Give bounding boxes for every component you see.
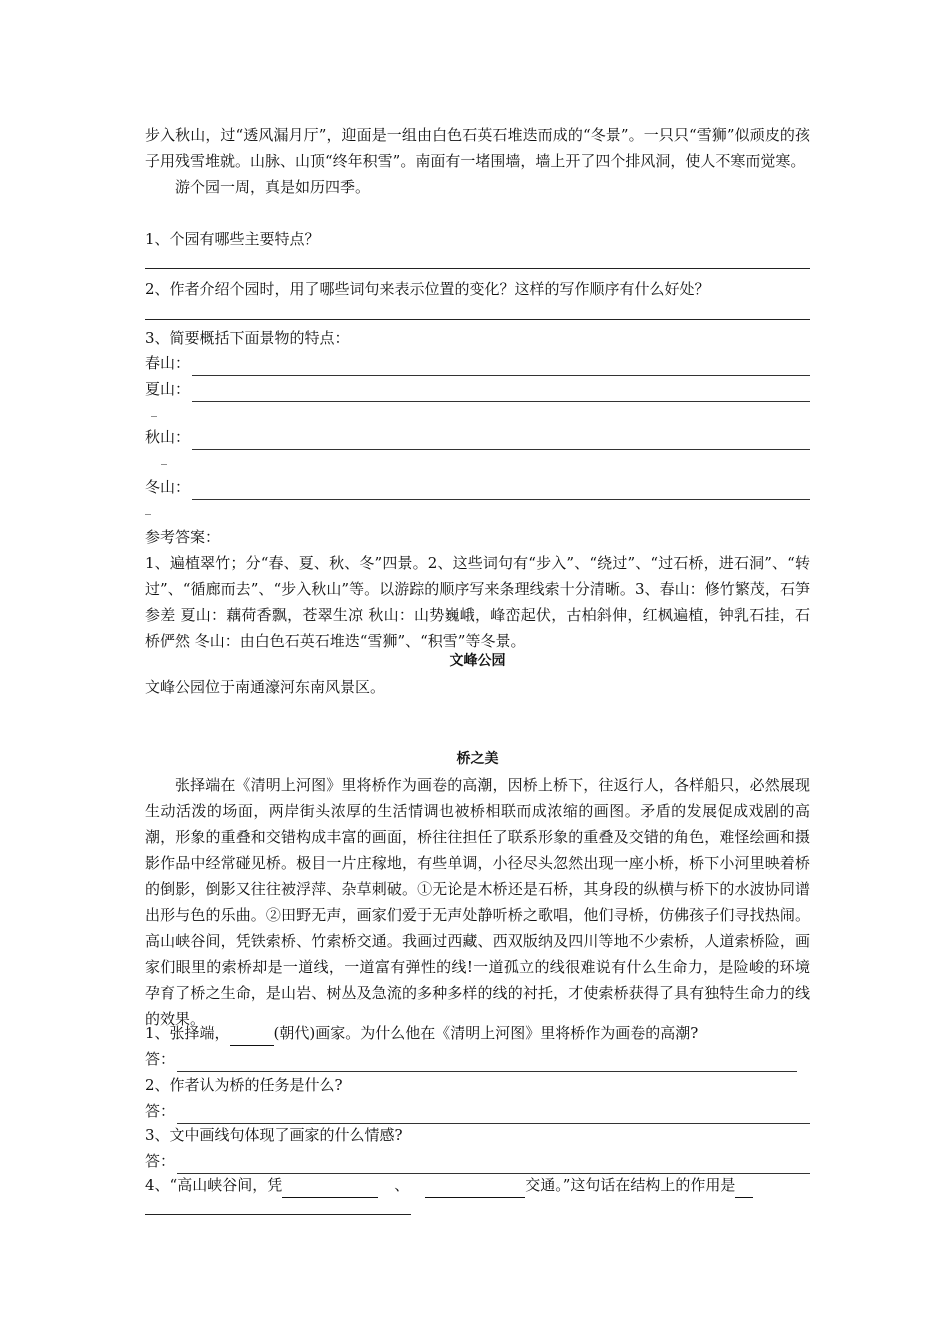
autumn-row <box>145 424 810 466</box>
bridge-question-4 <box>145 1172 810 1198</box>
passage-1-para-1: 步入秋山，过“透风漏月厅”，迎面是一组由白色石英石堆迭而成的“冬景”。一只只“雪狮”似顽皮的孩子用残雪堆就。山脉、山顶“终年积雪”。南面有一堵围墙，墙上开了四个排风洞，使人不寒而觉寒。 <box>145 126 810 170</box>
answer-label: 答： <box>145 1102 176 1120</box>
reference-answers <box>145 524 810 654</box>
spring-label: 春山： <box>145 354 191 372</box>
passage-1 <box>145 122 810 200</box>
bq1-answer-line[interactable] <box>177 1055 797 1072</box>
answer-line[interactable] <box>145 267 810 269</box>
summer-answer-line[interactable] <box>192 385 810 402</box>
question-3 <box>145 325 810 351</box>
bq4-answer-line[interactable] <box>145 1213 411 1215</box>
bq1-prefix: 1、张择端， <box>145 1024 230 1042</box>
question-1-text: 1、个园有哪些主要特点？ <box>145 230 320 248</box>
autumn-dash: _ <box>161 451 167 465</box>
question-2 <box>145 276 810 302</box>
summer-row <box>145 376 810 418</box>
summer-label: 夏山： <box>145 380 191 398</box>
spring-row <box>145 350 810 376</box>
answers-heading: 参考答案： <box>145 528 221 546</box>
bq4-blank-3[interactable] <box>735 1181 753 1198</box>
answers-text: 1、遍植翠竹；分“春、夏、秋、冬”四景。2、这些词句有“步入”、“绕过”、“过石桥，进石洞”、“转过”、“循廊而去”、“步入秋山”等。以游踪的顺序写来条理线索十分清晰。3、春山：修竹繁茂，石笋参差 夏山：藕荷香飘，苍翠生凉 秋山：山势巍峨，峰峦起伏，古柏斜伸，红枫遍植，钟乳石挂，石桥俨然 冬山：由白色石英石堆迭“雪狮”、“积雪”等冬景。 <box>145 554 810 650</box>
dynasty-blank[interactable] <box>230 1029 274 1046</box>
bq1-suffix: (朝代)画家。为什么他在《清明上河图》里将桥作为画卷的高潮? <box>273 1024 699 1042</box>
bridge-title: 桥之美 <box>456 751 499 767</box>
bq4-separator: 、 <box>394 1176 410 1194</box>
winter-label: 冬山： <box>145 478 191 496</box>
winter-answer-line[interactable] <box>192 483 810 500</box>
bridge-paragraph: 张择端在《清明上河图》里将桥作为画卷的高潮，因桥上桥下，往返行人，各样船只，必然展现生动活泼的场面，两岸街头浓厚的生活情调也被桥相联而成浓缩的画图。矛盾的发展促成戏剧的高潮，形象的重叠和交错构成丰富的画面，桥往往担任了联系形象的重叠及交错的角色，难怪绘画和摄影作品中经常碰见桥。极目一片庄稼地，有些单调，小径尽头忽然出现一座小桥，桥下小河里映着桥的倒影，倒影又往往被浮萍、杂草刺破。①无论是木桥还是石桥，其身段的纵横与桥下的水波协同谱出形与色的乐曲。②田野无声，画家们爱于无声处静听桥之歌唱，他们寻桥，仿佛孩子们寻找热闹。高山峡谷间，凭铁索桥、竹索桥交通。我画过西藏、西双版纳及四川等地不少索桥，人道索桥险，画家们眼里的索桥却是一道线，一道富有弹性的线!一道孤立的线很难说有什么生命力，是险峻的环境孕育了桥之生命，是山岩、树丛及急流的多种多样的线的衬托，才使索桥获得了具有独特生命力的线的效果。 <box>145 776 810 1028</box>
bq4-suffix: 交通。”这句话在结构上的作用是 <box>525 1176 736 1194</box>
summer-dash: _ <box>151 403 157 417</box>
answer-line[interactable] <box>145 318 810 320</box>
wenfeng-title: 文峰公园 <box>449 653 506 669</box>
bq4-prefix: 4、“高山峡谷间，凭 <box>145 1176 283 1194</box>
bq2-text: 2、作者认为桥的任务是什么? <box>145 1076 343 1094</box>
autumn-label: 秋山： <box>145 428 191 446</box>
bq4-blank-2[interactable] <box>425 1181 525 1198</box>
winter-row <box>145 474 810 516</box>
bridge-question-2 <box>145 1072 810 1124</box>
bq3-text: 3、文中画线句体现了画家的什么情感? <box>145 1126 403 1144</box>
bq4-blank-1[interactable] <box>282 1181 378 1198</box>
answer-label: 答： <box>145 1152 176 1170</box>
question-3-text: 3、简要概括下面景物的特点： <box>145 329 350 347</box>
question-2-text: 2、作者介绍个园时，用了哪些词句来表示位置的变化？这样的写作顺序有什么好处？ <box>145 280 710 298</box>
question-1 <box>145 226 810 252</box>
wenfeng-section <box>145 648 810 700</box>
passage-1-para-2: 游个园一周，真是如历四季。 <box>175 178 371 196</box>
spring-answer-line[interactable] <box>192 359 810 376</box>
answer-label: 答： <box>145 1050 176 1068</box>
autumn-answer-line[interactable] <box>192 433 810 450</box>
bridge-question-1 <box>145 1020 810 1072</box>
wenfeng-text: 文峰公园位于南通濠河东南风景区。 <box>145 678 386 696</box>
winter-dash: _ <box>145 501 151 515</box>
bridge-question-3 <box>145 1122 810 1174</box>
bridge-section <box>145 746 810 1032</box>
